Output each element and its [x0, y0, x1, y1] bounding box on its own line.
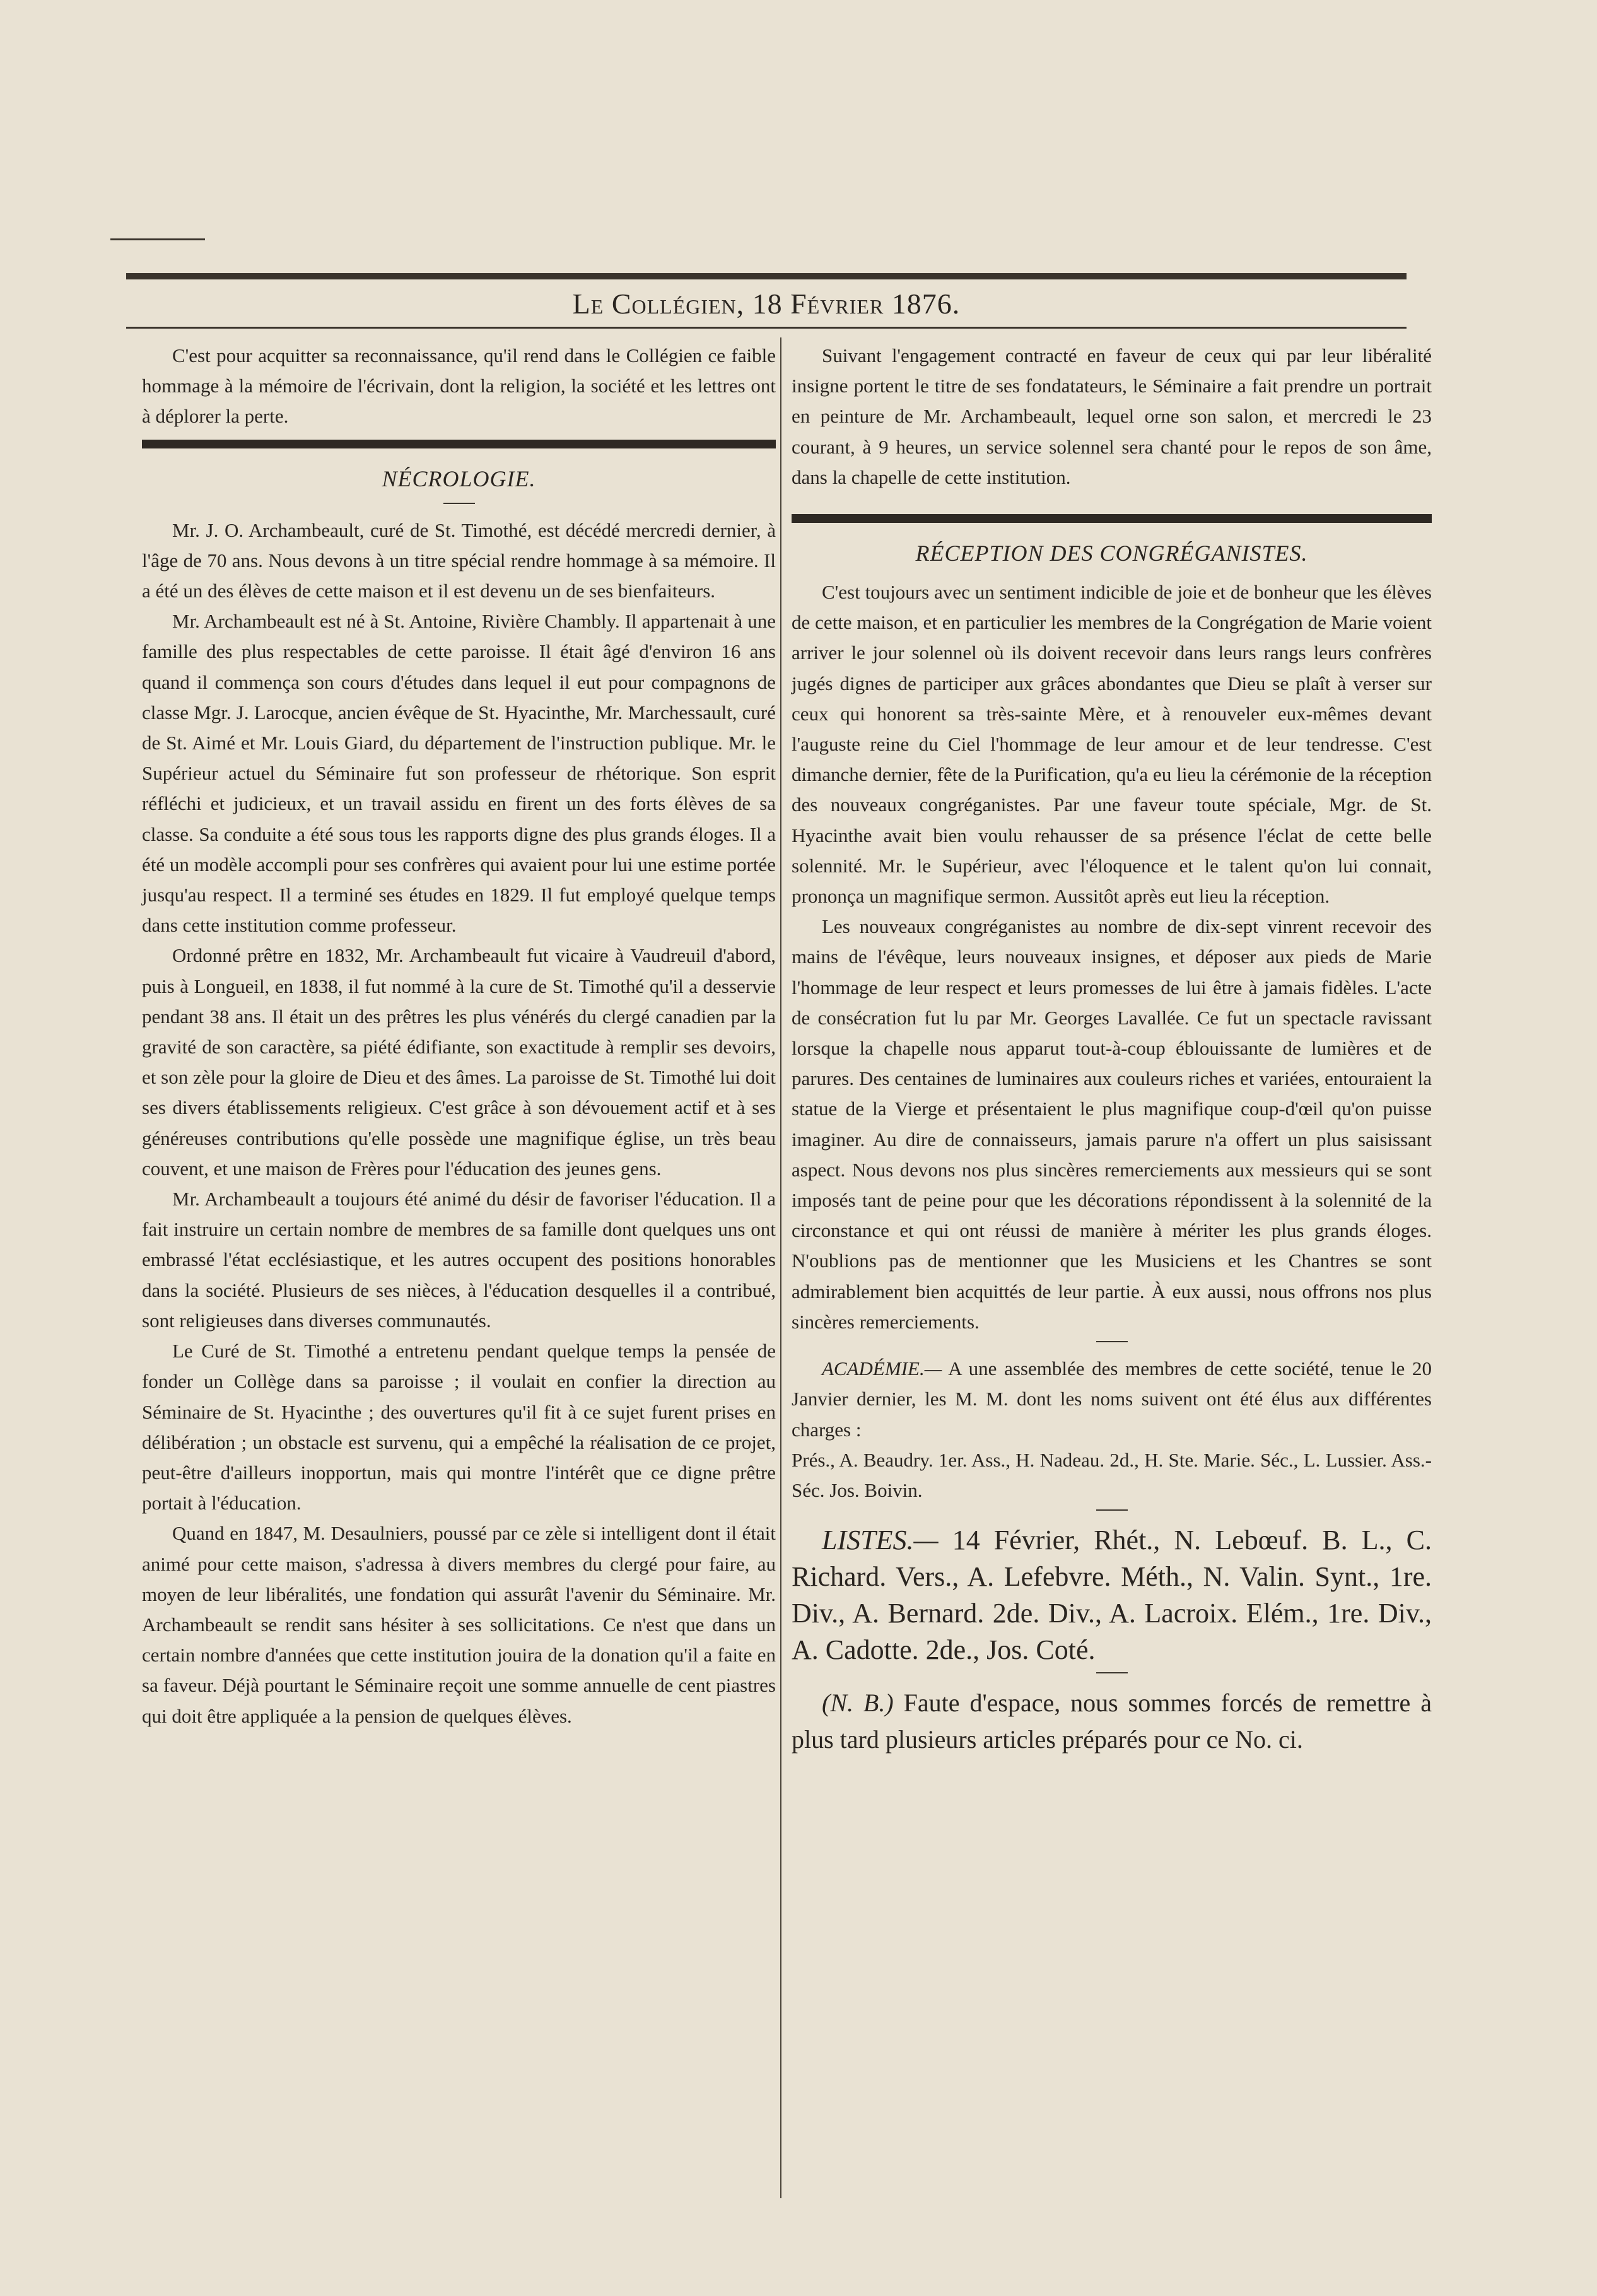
short-dash — [443, 503, 475, 504]
nb-paragraph — [792, 1685, 1432, 1758]
short-dash — [1096, 1509, 1128, 1511]
listes-label: LISTES.— — [822, 1525, 939, 1556]
article-paragraph: Mr. J. O. Archambeault, curé de St. Timothé, est décédé mercredi dernier, à l'âge de 70 ans. Nous devons à un titre spécial rendre hommage à sa mémoire. Il a été un des élèves de cette maison et il est devenu un de ses bienfaiteurs. — [142, 518, 776, 602]
section-divider-bar — [142, 440, 776, 448]
article-paragraph: Mr. Archambeault a toujours été animé du désir de favoriser l'éducation. Il a fait instruire un certain nombre de membres de sa famille dont quelques uns ont embrassé l'état ecclésiastique, et les autres occupent des positions honorables dans la société. Plusieurs de ses nièces, à l'éducation desquelles il a contribué, sont religieuses dans diverses communautés. — [142, 1188, 776, 1332]
reception-title: RÉCEPTION DES CONGRÉGANISTES. — [915, 541, 1308, 566]
academie-label: ACADÉMIE.— — [822, 1357, 942, 1380]
necrologie-title: NÉCROLOGIE. — [382, 466, 536, 491]
listes-block — [792, 1522, 1432, 1668]
academie-text: A une assemblée des membres de cette société, tenue le 20 Janvier dernier, les M. M. dont les noms suivent ont été élus aux différentes charges : — [792, 1357, 1432, 1441]
nb-block — [792, 1685, 1432, 1758]
right-column — [792, 341, 1432, 1758]
nb-label: (N. B.) — [822, 1689, 894, 1718]
section-divider-bar — [792, 514, 1432, 523]
header-bottom-rule — [126, 327, 1407, 329]
short-dash — [1096, 1672, 1128, 1673]
article-paragraph: Ordonné prêtre en 1832, Mr. Archambeault fut vicaire à Vaudreuil d'abord, puis à Longueil, en 1838, il fut nommé à la cure de St. Timothé qu'il a desservie pendant 38 ans. Il était un des prêtres les plus vénérés du clergé canadien par la gravité de son caractère, sa piété édifiante, son exactitude à remplir ses devoirs, et son zèle pour la gloire de Dieu et des âmes. La paroisse de St. Timothé lui doit ses divers établissements religieux. C'est grâce à son dévouement actif et à ses généreuses contributions qu'elle possède une magnifique église, un très beau couvent, et une maison de Frères pour l'éducation des jeunes gens. — [142, 944, 776, 1180]
right-intro-paragraph: Suivant l'engagement contracté en faveur de ceux qui par leur libéralité insigne portent le titre de ses fondatateurs, le Séminaire a fait prendre un portrait en peinture de Mr. Archambeault, lequel orne son salon, et mercredi le 23 courant, à 9 heures, un service solennel sera chanté pour le repos de son âme, dans la chapelle de cette institution. — [792, 344, 1432, 488]
article-paragraph: Quand en 1847, M. Desaulniers, poussé par ce zèle si intelligent dont il était animé pour cette maison, s'adressa à divers membres du clergé pour faire, au moyen de leur libéralités, une fondation qui assurât l'avenir du Séminaire. Mr. Archambeault se rendit sans hésiter à ses sollicitations. Ce n'est que dans un certain nombre d'années que cette institution jouira de la donation qu'il a faite en sa faveur. Déjà pourtant le Séminaire reçoit une somme annuelle de cent piastres qui doit être appliquée a la pension de quelques élèves. — [142, 1522, 776, 1727]
listes-text: 14 Février, Rhét., N. Lebœuf. B. L., C. Richard. Vers., A. Lefebvre. Méth., N. Valin. Synt., 1re. Div., A. Bernard. 2de. Div., A. Lacroix. Elém., 1re. Div., A. Cadotte. 2de., Jos. Coté. — [792, 1525, 1432, 1666]
academie-paragraph — [792, 1354, 1432, 1445]
nb-text: Faute d'espace, nous sommes forcés de remettre à plus tard plusieurs articles préparés pour ce No. ci. — [792, 1689, 1432, 1754]
left-column — [142, 341, 776, 1731]
column-divider — [780, 337, 781, 2198]
left-intro-paragraph: C'est pour acquitter sa reconnaissance, qu'il rend dans le Collégien ce faible hommage à la mémoire de l'écrivain, dont la religion, la société et les lettres ont à déplorer la perte. — [142, 344, 776, 428]
article-paragraph: Le Curé de St. Timothé a entretenu pendant quelque temps la pensée de fonder un Collège dans sa paroisse ; il voulait en confier la direction au Séminaire de St. Hyacinthe ; des ouvertures qu'il fit à ce sujet furent prises en délibération ; un obstacle est survenu, qui a empêché la réalisation de ce projet, peut-être d'ailleurs inopportun, mais qui montre l'intérêt que ce digne prêtre portait à l'éducation. — [142, 1340, 776, 1514]
academie-officers: Prés., A. Beaudry. 1er. Ass., H. Nadeau. 2d., H. Ste. Marie. Séc., L. Lussier. Ass.-Séc. Jos. Boivin. — [792, 1448, 1432, 1501]
short-dash — [1096, 1341, 1128, 1342]
article-paragraph: Mr. Archambeault est né à St. Antoine, Rivière Chambly. Il appartenait à une famille des plus respectables de cette paroisse. Il était âgé d'environ 16 ans quand il commença son cours d'études dans lequel il eut pour compagnons de classe Mgr. J. Larocque, ancien évêque de St. Hyacinthe, Mr. Marchessault, curé de St. Aimé et Mr. Louis Giard, du département de l'instruction publique. Mr. le Supérieur actuel du Séminaire fut son professeur de rhétorique. Son esprit réfléchi et judicieux, et un travail assidu en firent un des forts élèves de sa classe. Sa conduite a été sous tous les rapports digne des plus grands éloges. Il a été un modèle accompli pour ses confrères qui avaient pour lui une estime portée jusqu'au respect. Il a terminé ses études en 1829. Il fut employé quelque temps dans cette institution comme professeur. — [142, 610, 776, 937]
top-short-rule — [110, 238, 205, 240]
header-top-rule — [126, 273, 1407, 279]
listes-paragraph — [792, 1522, 1432, 1668]
article-paragraph: C'est toujours avec un sentiment indicible de joie et de bonheur que les élèves de cette maison, et en particulier les membres de la Congrégation de Marie voient arriver le jour solennel où ils doivent recevoir dans leurs rangs leurs confrères jugés dignes de participer aux grâces abondantes que Dieu se plaît à verser sur ceux qui honorent sa très-sainte Mère, et à renouveler eux-mêmes devant l'auguste reine du Ciel l'hommage de leur amour et de leur tendresse. C'est dimanche dernier, fête de la Purification, qu'a eu lieu la cérémonie de la réception des nouveaux congréganistes. Par une faveur toute spéciale, Mgr. de St. Hyacinthe avait bien voulu rehausser de sa présence l'éclat de cette belle solennité. Mr. le Supérieur, avec l'éloquence et le talent qu'on lui connait, prononça un magnifique sermon. Aussitôt après eut lieu la réception. — [792, 581, 1432, 908]
page-header-title: Le Collégien, 18 Février 1876. — [572, 288, 961, 320]
article-paragraph: Les nouveaux congréganistes au nombre de dix-sept vinrent recevoir des mains de l'évêque, leurs nouveaux insignes, et déposer aux pieds de Marie l'hommage de leur respect et leurs promesses de lui être à jamais fidèles. L'acte de consécration fut lu par Mr. Georges Lavallée. Ce fut un spectacle ravissant lorsque la chapelle nous apparut tout-à-coup éblouissante de lumières et de parures. Des centaines de luminaires aux couleurs riches et variées, entouraient la statue de la Vierge et présentaient le plus magnifique coup-d'œil qu'on puisse imaginer. Au dire de connaisseurs, jamais parure n'a offert un plus saisissant aspect. Nous devons nos plus sincères remerciements aux messieurs qui se sont imposés tant de peine pour que les décorations répondissent à la solennité de la circonstance et qui ont réussi de manière à mériter les plus grands éloges. N'oublions pas de mentionner que les Musiciens et les Chantres se sont admirablement bien acquittés de leur partie. À eux aussi, nous offrons nos plus sincères remerciements. — [792, 915, 1432, 1333]
